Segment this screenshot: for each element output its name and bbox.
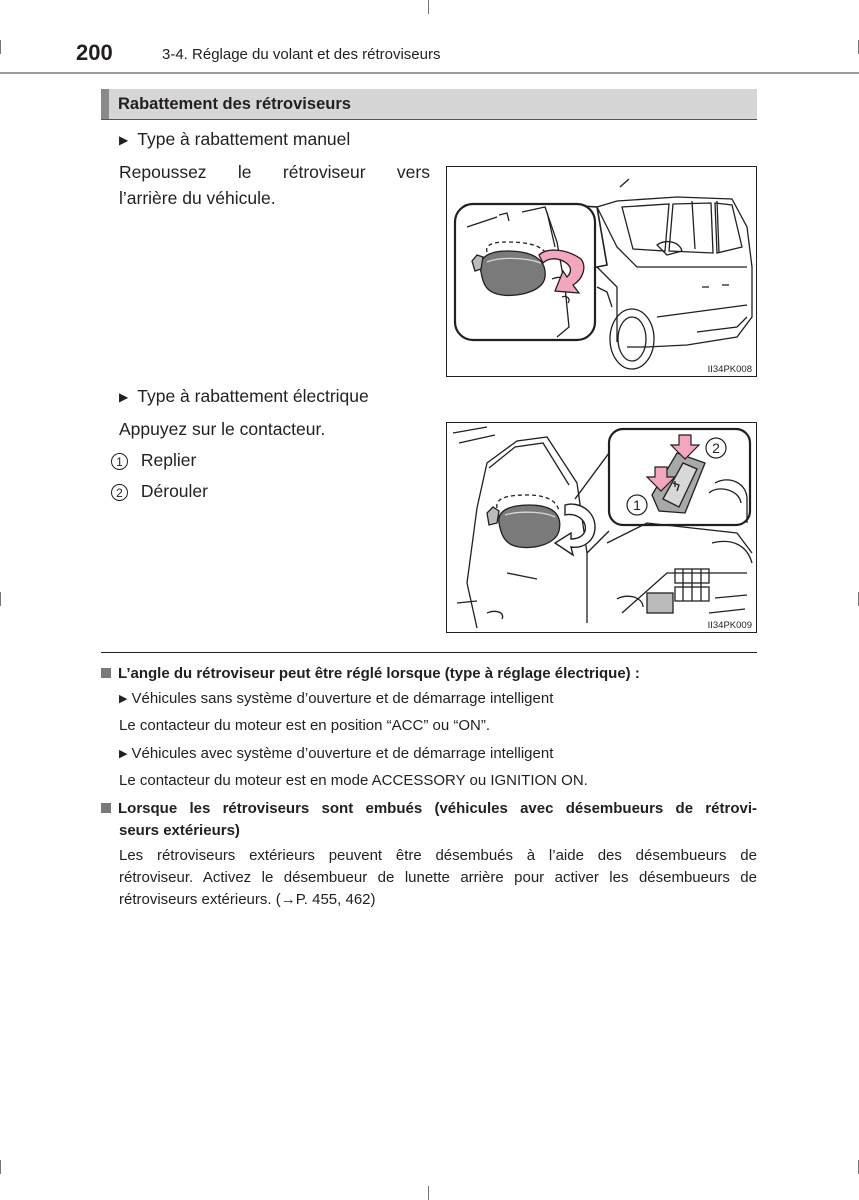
note-2-text-line1: Les rétroviseurs extérieurs peuvent être désembués à l’aide des désembueurs de [119, 847, 757, 864]
circled-number-2: 2 [111, 484, 128, 501]
note-1-text1: Le contacteur du moteur est en position “ACC” ou “ON”. [119, 717, 491, 734]
figure-code: II34PK008 [707, 364, 752, 375]
note-2-title-text: Lorsque les rétroviseurs sont embués (véhicules avec désembueurs de rétrovi- [118, 800, 757, 817]
electric-heading-text: Type à rabattement électrique [137, 386, 369, 406]
figure-manual-fold [446, 166, 757, 377]
section-title-box [101, 89, 757, 120]
manual-text-line1: Repoussez le rétroviseur vers [119, 162, 430, 182]
note-1-title-text: L’angle du rétroviseur peut être réglé lorsque (type à réglage électrique) : [118, 665, 640, 682]
note-1-text2: Le contacteur du moteur est en mode ACCESSORY ou IGNITION ON. [119, 772, 588, 789]
section-separator [101, 652, 757, 653]
square-bullet-icon [101, 803, 111, 813]
header-rule [0, 72, 859, 74]
note-1-title [101, 663, 640, 685]
note-1-sub1-text: Véhicules sans système d’ouverture et de démarrage intelligent [131, 690, 554, 707]
page-number: 200 [76, 40, 113, 65]
note-2-text-line2: rétroviseur. Activez le désembueur de lunette arrière pour activer les désembueurs de [119, 869, 757, 886]
figure-code: II34PK009 [707, 620, 752, 631]
manual-fold-illustration [447, 167, 756, 376]
callout-number-2: 2 [712, 440, 720, 456]
chapter-title: 3-4. Réglage du volant et des rétroviseurs [162, 46, 441, 63]
crop-mark [428, 1186, 429, 1200]
circled-number-1: 1 [111, 453, 128, 470]
manual-heading-text: Type à rabattement manuel [137, 129, 351, 149]
figure-electric-fold [446, 422, 757, 633]
manual-text-line2: l’arrière du véhicule. [119, 188, 276, 208]
triangle-bullet-icon: ▶ [119, 693, 128, 705]
triangle-bullet-icon: ▶ [119, 748, 128, 760]
electric-text: Appuyez sur le contacteur. [119, 419, 326, 439]
triangle-bullet-icon: ▶ [119, 390, 129, 404]
crop-mark [428, 0, 429, 14]
triangle-bullet-icon: ▶ [119, 133, 129, 147]
note-1-sub2-text: Véhicules avec système d’ouverture et de démarrage intelligent [131, 745, 554, 762]
note-2-title-line1 [101, 798, 757, 820]
note-2-title-line2: seurs extérieurs) [119, 822, 240, 839]
note-1-sub1 [119, 688, 553, 711]
callout-number-1: 1 [633, 497, 641, 513]
square-bullet-icon [101, 668, 111, 678]
section-title-bar [101, 89, 109, 119]
item-label: Dérouler [140, 481, 208, 501]
section-title: Rabattement des rétroviseurs [118, 95, 351, 113]
list-item-replier [111, 447, 196, 473]
crop-mark [0, 592, 1, 606]
electric-heading [119, 383, 369, 411]
note-1-sub2 [119, 743, 553, 766]
crop-mark [0, 40, 1, 54]
item-label: Replier [140, 450, 197, 470]
manual-heading [119, 126, 350, 154]
crop-mark [0, 1160, 1, 1174]
list-item-derouler [111, 478, 208, 504]
electric-fold-illustration [447, 423, 756, 632]
note-2-text-line3: rétroviseurs extérieurs. (→P. 455, 462) [119, 891, 376, 908]
